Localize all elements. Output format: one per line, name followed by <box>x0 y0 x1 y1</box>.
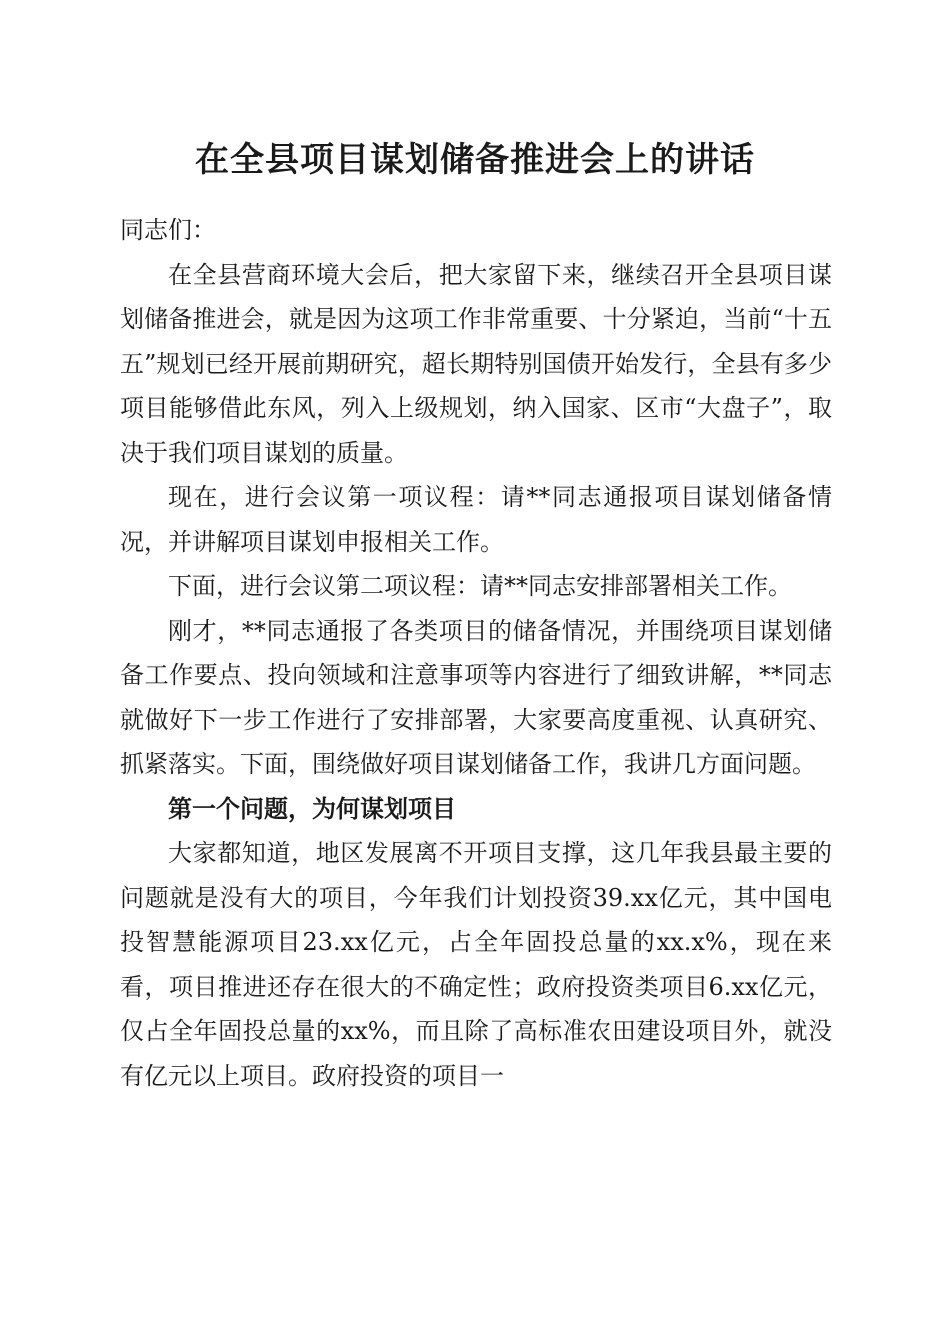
document-body <box>120 208 832 1098</box>
salutation: 同志们： <box>120 216 216 244</box>
paragraph-1: 在全县营商环境大会后，把大家留下来，继续召开全县项目谋划储备推进会，就是因为这项工作非常重要、十分紧迫，当前“十五五”规划已经开展前期研究，超长期特别国债开始发行，全县有多少项目能够借此东风，列入上级规划，纳入国家、区市“大盘子”，取决于我们项目谋划的质量。 <box>120 260 832 467</box>
paragraph-4: 刚才，**同志通报了各类项目的储备情况，并围绕项目谋划储备工作要点、投向领域和注意事项等内容进行了细致讲解，**同志就做好下一步工作进行了安排部署，大家要高度重视、认真研究、抓紧落实。下面，围绕做好项目谋划储备工作，我讲几方面问题。 <box>120 616 832 778</box>
document-title: 在全县项目谋划储备推进会上的讲话 <box>195 140 755 180</box>
section-heading: 第一个问题，为何谋划项目 <box>168 793 456 823</box>
section-paragraph-1: 大家都知道，地区发展离不开项目支撑，这几年我县最主要的问题就是没有大的项目，今年我们计划投资39.xx亿元，其中国电投智慧能源项目23.xx亿元，占全年固投总量的xx.x%，现在来看，项目推进还存在很大的不确定性；政府投资类项目6.xx亿元，仅占全年固投总量的xx%，而且除了高标准农田建设项目外，就没有亿元以上项目。政府投资的项目一 <box>120 839 832 1090</box>
paragraph-3: 下面，进行会议第二项议程：请**同志安排部署相关工作。 <box>168 572 792 600</box>
paragraph-2: 现在，进行会议第一项议程：请**同志通报项目谋划储备情况，并讲解项目谋划申报相关工作。 <box>120 483 832 556</box>
